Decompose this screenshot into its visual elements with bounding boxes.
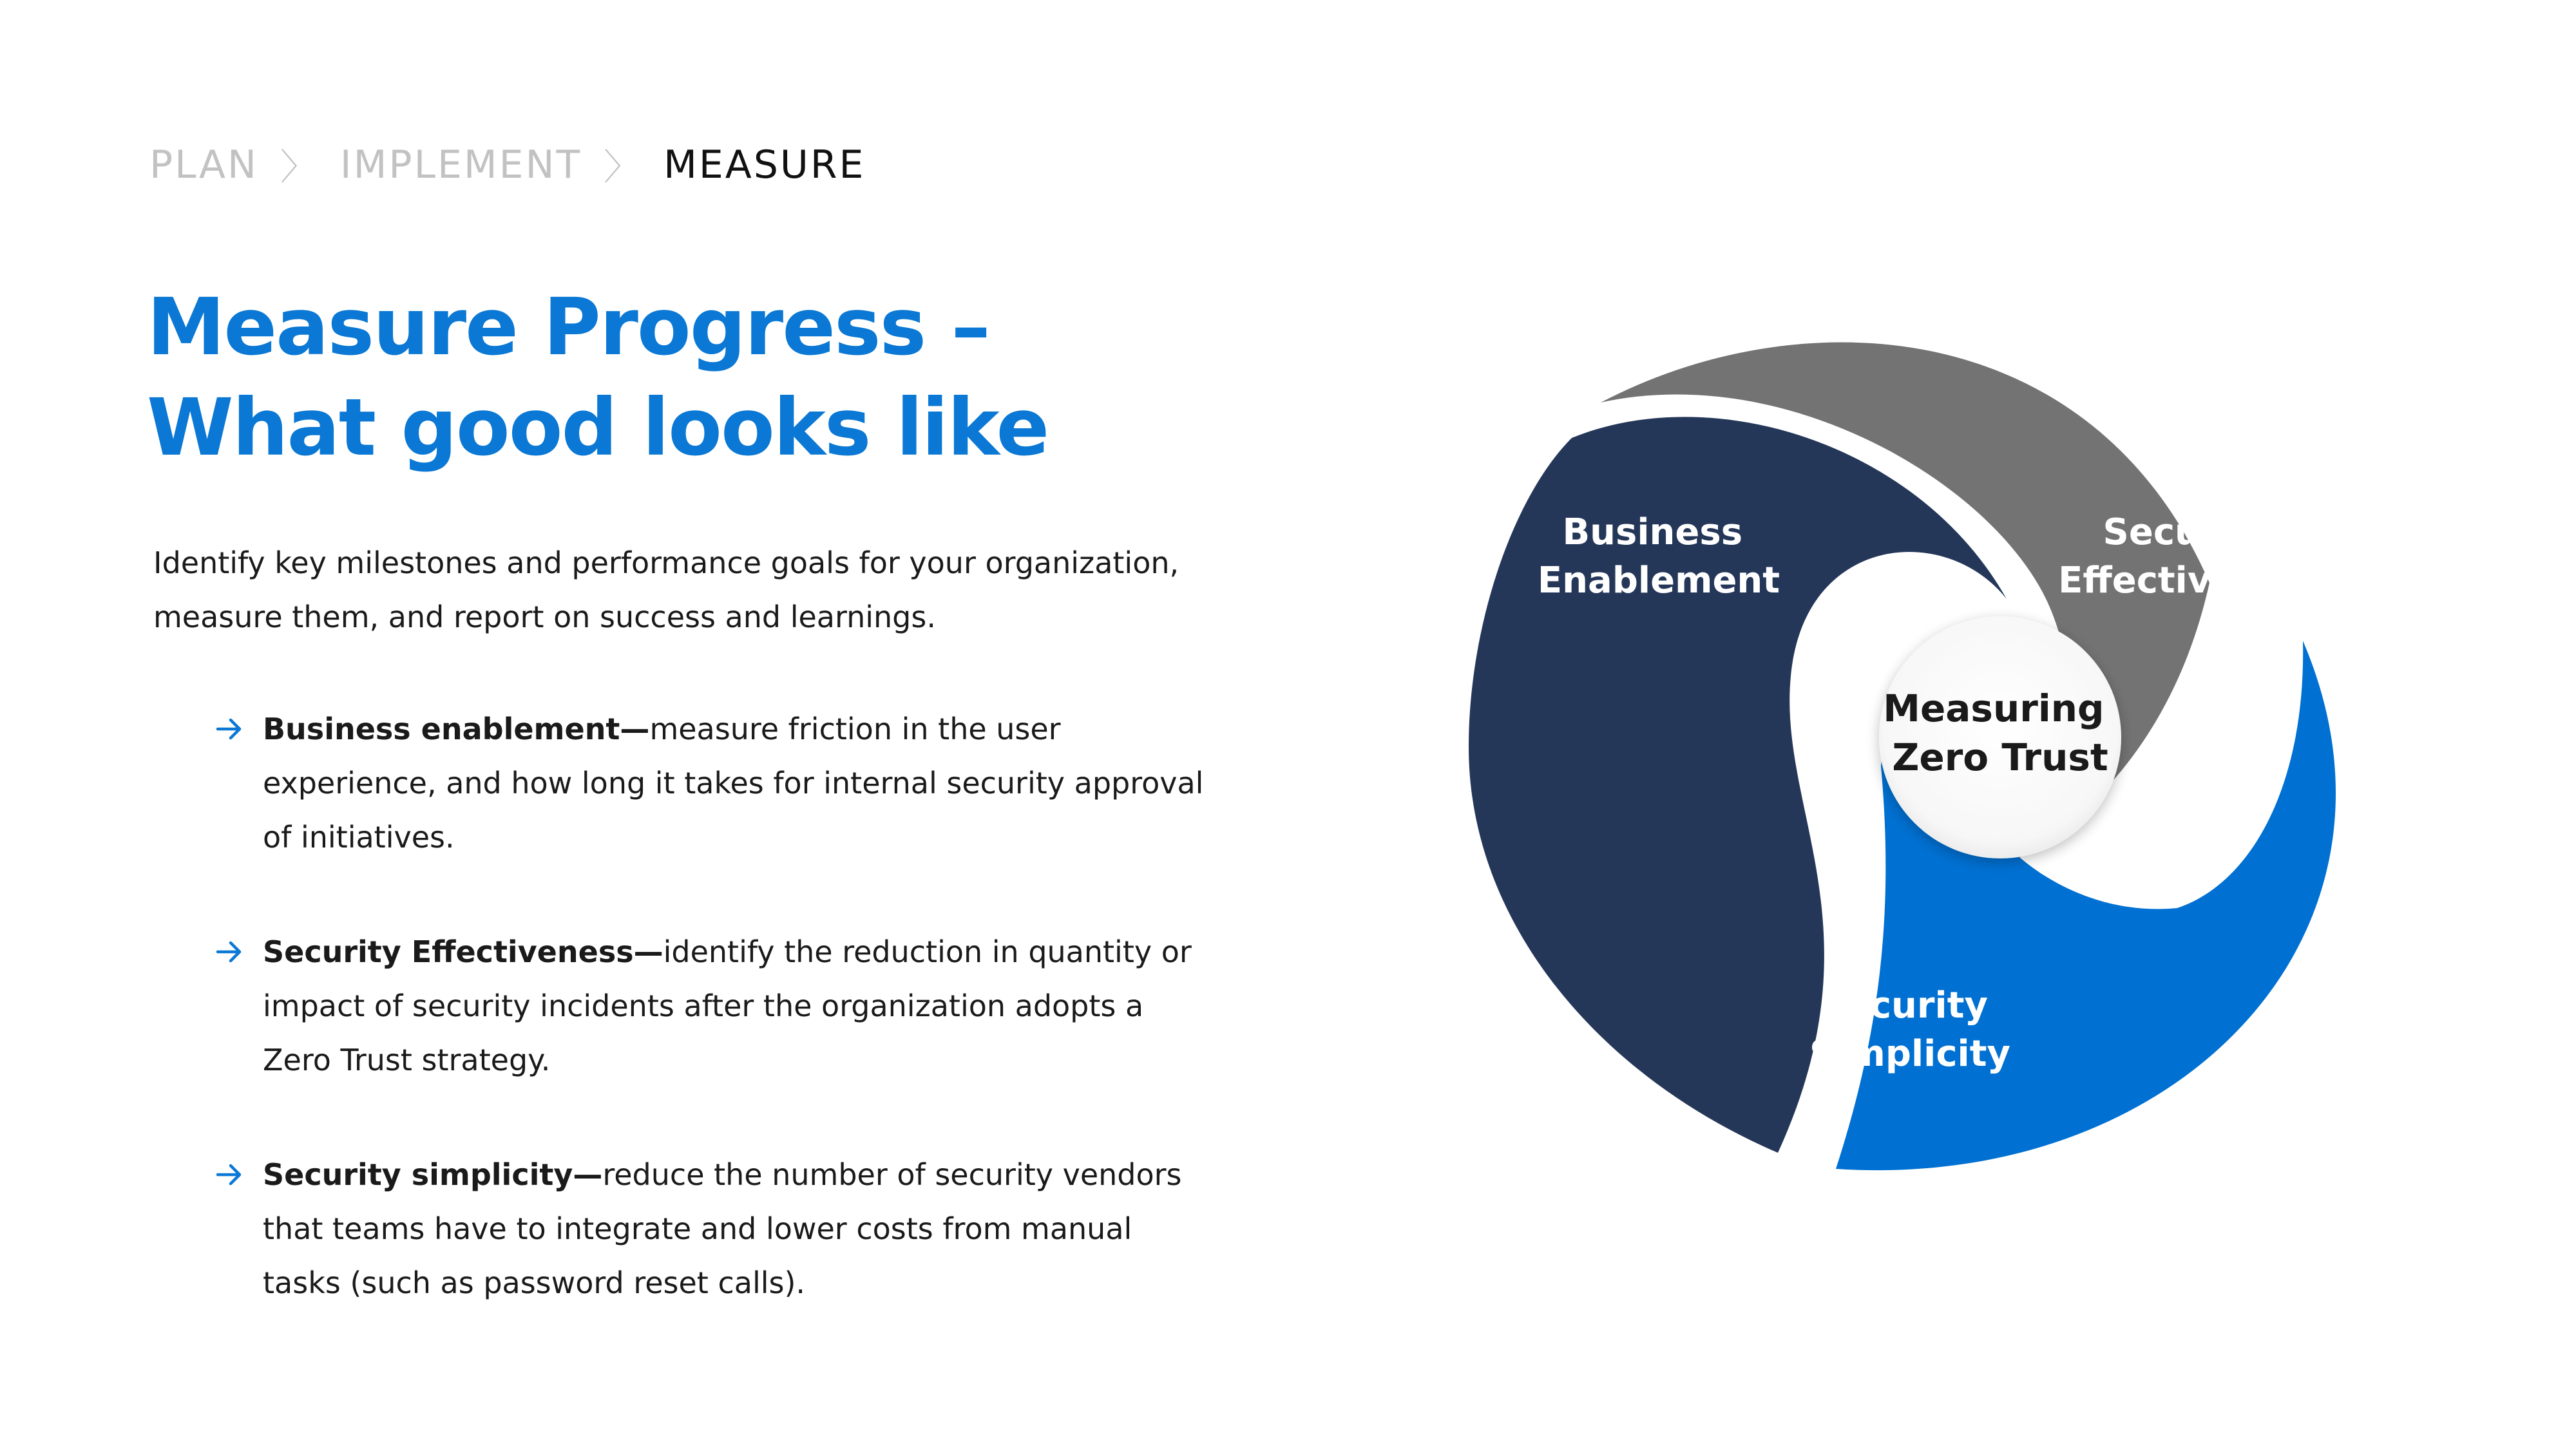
bullet-text: identify the reduction in quantity or impact of security incidents after the organization adopts a Zero Trust strategy. (263, 934, 1192, 1077)
arrow-right-icon (213, 1148, 246, 1202)
chevron-right-icon: 〉 (604, 147, 642, 189)
bullet-text: reduce the number of security vendors that teams have to integrate and lower costs from manual tasks (such as password reset calls). (263, 1157, 1182, 1300)
bullet-security-simplicity (213, 1148, 1217, 1310)
segment-label-line-1: Security (1819, 985, 1988, 1027)
arrow-right-icon (213, 702, 246, 756)
bullet-list (213, 702, 1217, 1370)
bullet-security-effectiveness (213, 925, 1217, 1087)
segment-label-line-2: Effectiveness (2058, 560, 2329, 601)
intro-paragraph: Identify key milestones and performance goals for your organization, measure them, and report on success and learnings. (153, 545, 1179, 634)
bullet-heading: Security Effectiveness— (263, 934, 663, 969)
center-label-line-1: Measuring (1883, 687, 2104, 730)
bullet-heading: Security simplicity— (263, 1157, 603, 1192)
bullet-business-enablement (213, 702, 1217, 864)
breadcrumb-item-measure[interactable]: MEASURE (663, 142, 866, 187)
bullet-text: measure friction in the user experience, and how long it takes for internal security approval of initiatives. (263, 712, 1204, 855)
page-title-line-1: Measure Progress – (147, 281, 989, 373)
zero-trust-cycle-diagram (1443, 277, 2371, 1191)
segment-label-line-1: Security (2103, 511, 2271, 553)
arrow-right-icon (213, 925, 246, 979)
segment-label-line-1: Business (1562, 511, 1743, 553)
chevron-right-icon: 〉 (280, 147, 318, 189)
page-title-line-2: What good looks like (147, 382, 1049, 473)
breadcrumb-item-plan[interactable]: PLAN (149, 142, 258, 187)
breadcrumb (149, 139, 865, 191)
segment-label-line-2: Enablement (1537, 560, 1780, 601)
bullet-heading: Business enablement— (263, 712, 650, 746)
segment-label-line-2: Simplicity (1809, 1033, 2011, 1075)
page-title (147, 277, 1048, 478)
breadcrumb-item-implement[interactable]: IMPLEMENT (339, 142, 582, 187)
center-label-line-2: Zero Trust (1892, 735, 2108, 779)
